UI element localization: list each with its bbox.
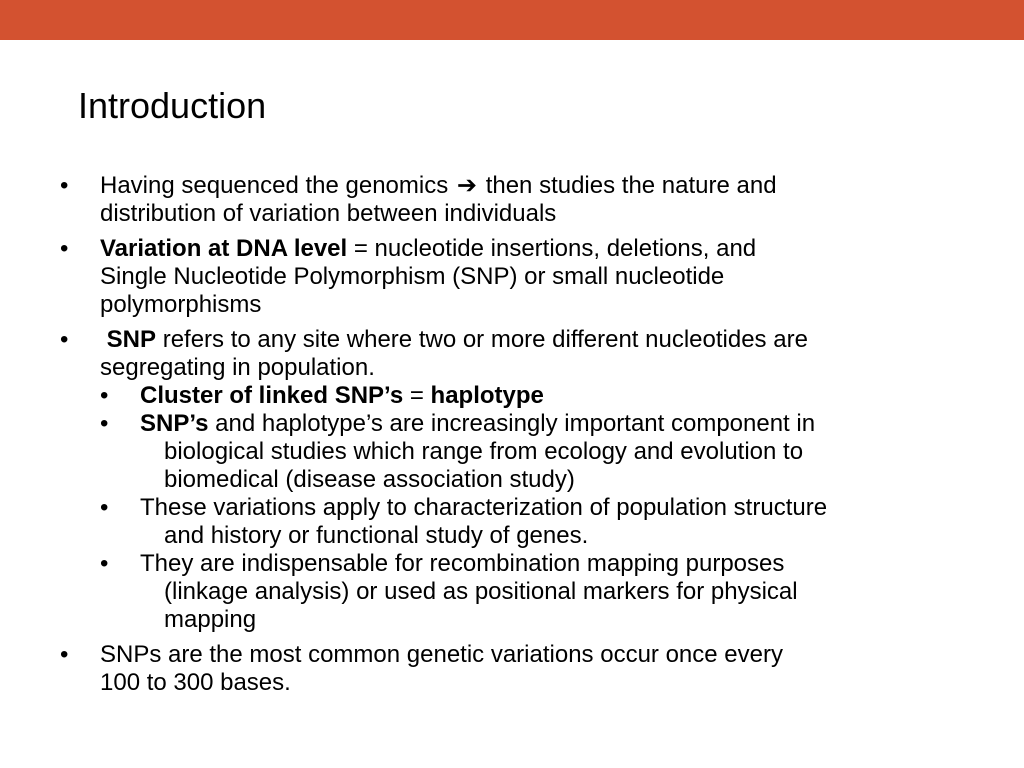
bullet-snp <box>0 326 960 634</box>
sub-bullet-line: and history or functional study of genes. <box>164 522 589 549</box>
top-accent-bar <box>0 0 1024 40</box>
bullet-bold-term: SNP <box>106 326 157 353</box>
right-arrow-icon: ➔ <box>456 172 478 199</box>
bullet-bold-term: Variation at DNA level <box>100 235 348 262</box>
sub-bullet-mapping <box>100 550 960 634</box>
bullet-marker: • <box>60 641 69 668</box>
bullet-line: SNPs are the most common genetic variations occur once every <box>100 641 783 668</box>
bullet-marker: • <box>60 172 69 199</box>
sub-bullet-line: biomedical (disease association study) <box>164 466 575 493</box>
bullet-marker: • <box>60 326 69 353</box>
bullet-line: Single Nucleotide Polymorphism (SNP) or small nucleotide <box>100 263 725 290</box>
sub-bullet-line <box>140 410 960 438</box>
sub-bullet-body <box>100 382 960 410</box>
sub-bullet-line: These variations apply to characterization of population structure <box>140 494 828 521</box>
bullet-text: refers to any site where two or more different nucleotides are <box>156 326 808 353</box>
bullet-line <box>100 235 960 263</box>
sub-bullet-text: = <box>403 382 431 409</box>
sub-bullet-line <box>140 382 960 410</box>
sub-bullet-marker: • <box>100 550 109 577</box>
sub-bullet-text: and haplotype’s are increasingly important component in <box>208 410 816 437</box>
slide-title: Introduction <box>78 85 267 126</box>
sub-bullet-bold-term: Cluster of linked SNP’s <box>140 382 404 409</box>
bullet-line: segregating in population. <box>100 354 375 381</box>
bullet-line <box>100 172 960 200</box>
bullet-variation <box>0 235 960 319</box>
bullet-line: 100 to 300 bases. <box>100 669 291 696</box>
bullet-text: = nucleotide insertions, deletions, and <box>347 235 757 262</box>
sub-bullet-line: biological studies which range from ecology and evolution to <box>164 438 804 465</box>
bullet-marker: • <box>60 235 69 262</box>
bullet-line: distribution of variation between individuals <box>100 200 557 227</box>
sub-bullet-bold-term: SNP’s <box>140 410 209 437</box>
sub-bullet-marker: • <box>100 494 109 521</box>
bullet-line <box>100 326 960 354</box>
sub-bullet-line: They are indispensable for recombination mapping purposes <box>140 550 785 577</box>
bullet-snp-frequency <box>0 641 960 697</box>
slide-body <box>0 172 1000 697</box>
bullet-text: then studies the nature and <box>485 172 777 199</box>
bullet-sequencing <box>0 172 960 228</box>
sub-bullet-marker: • <box>100 410 109 437</box>
sub-bullet-body <box>100 550 960 634</box>
sub-bullet-bold-term: haplotype <box>430 382 544 409</box>
sub-bullet-line: mapping <box>164 606 257 633</box>
sub-bullet-marker: • <box>100 382 109 409</box>
sub-bullet-body <box>100 494 960 550</box>
sub-bullet-snps-importance <box>100 410 960 494</box>
sub-bullet-line: (linkage analysis) or used as positional markers for physical <box>164 578 798 605</box>
sub-bullet-haplotype <box>100 382 960 410</box>
bullet-line: polymorphisms <box>100 291 262 318</box>
bullet-text: Having sequenced the genomics <box>100 172 449 199</box>
sub-bullet-body <box>100 410 960 494</box>
sub-bullet-population-structure <box>100 494 960 550</box>
